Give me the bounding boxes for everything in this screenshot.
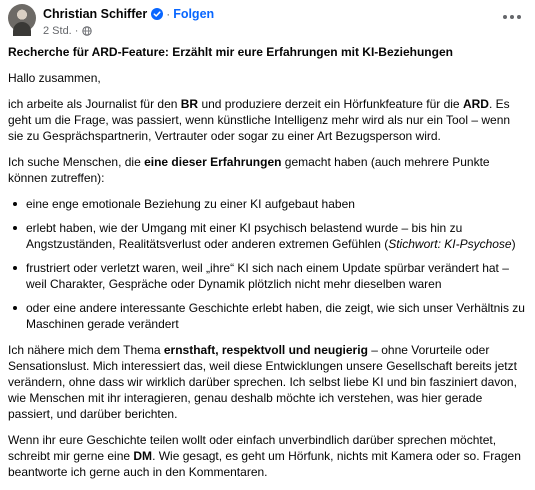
author-name[interactable]: Christian Schiffer	[43, 7, 148, 21]
timestamp[interactable]: 2 Std.	[43, 25, 72, 37]
meta-separator: ·	[74, 25, 79, 37]
globe-icon	[82, 26, 92, 36]
follow-button[interactable]: Folgen	[173, 7, 215, 21]
paragraph-intro: ich arbeite als Journalist für den BR und produziere derzeit ein Hörfunkfeature für die ARD. Es geht um die Frage, was passiert, wenn künstliche Intelligenz mehr wird als nur ein Tool – wenn sie zu Gesprächspartnerin, Vertrauter oder sogar zu einer Art Bezugsperson wird.	[8, 97, 511, 143]
verified-badge-icon	[151, 8, 163, 20]
author-row	[43, 6, 214, 22]
list-item: oder eine andere interessante Geschichte erlebt haben, die zeigt, wie sich unser Verhältnis zu Maschinen gerade verändert	[8, 300, 526, 332]
post-meta	[43, 24, 92, 38]
paragraph-search: Ich suche Menschen, die eine dieser Erfahrungen gemacht haben (auch mehrere Punkte können zutreffen):	[8, 155, 490, 185]
separator-dot: ·	[166, 7, 171, 21]
avatar[interactable]	[8, 4, 36, 32]
post-body	[8, 44, 526, 490]
more-options-icon[interactable]	[503, 10, 521, 24]
list-item: erlebt haben, wie der Umgang mit einer KI psychisch belastend wurde – bis hin zu Angstzuständen, Realitätsverlust oder anderen extremen Gefühlen (Stichwort: KI-Psychose)	[8, 220, 526, 252]
paragraph-contact: Wenn ihr eure Geschichte teilen wollt oder einfach unverbindlich darüber sprechen möchtet, schreibt mir gerne eine DM. Wie gesagt, es geht um Hörfunk, nichts mit Kamera oder so. Fragen beantworte ich gerne auch in den Kommentaren.	[8, 433, 521, 479]
post-header	[0, 0, 535, 44]
list-item: eine enge emotionale Beziehung zu einer KI aufgebaut haben	[8, 196, 526, 212]
post-title: Recherche für ARD-Feature: Erzählt mir eure Erfahrungen mit KI-Beziehungen	[8, 45, 453, 59]
greeting: Hallo zusammen,	[8, 71, 101, 85]
list-item: frustriert oder verletzt waren, weil „ihre“ KI sich nach einem Update spürbar verändert hat – weil Charakter, Gespräche oder Dynamik plötzlich nicht mehr dieselben waren	[8, 260, 526, 292]
experience-list	[8, 196, 526, 332]
paragraph-approach: Ich nähere mich dem Thema ernsthaft, respektvoll und neugierig – ohne Vorurteile oder Sensationslust. Mich interessiert das, weil diese Entwicklungen unsere Gesellschaft bereits jetzt verändern, ohne dass wir wirklich darüber sprechen. Ich selbst liebe KI und bin fasziniert davon, wie Menschen mit ihr interagieren, genau deshalb möchte ich verstehen, was hier gerade passiert, und darüber berichten.	[8, 343, 517, 421]
